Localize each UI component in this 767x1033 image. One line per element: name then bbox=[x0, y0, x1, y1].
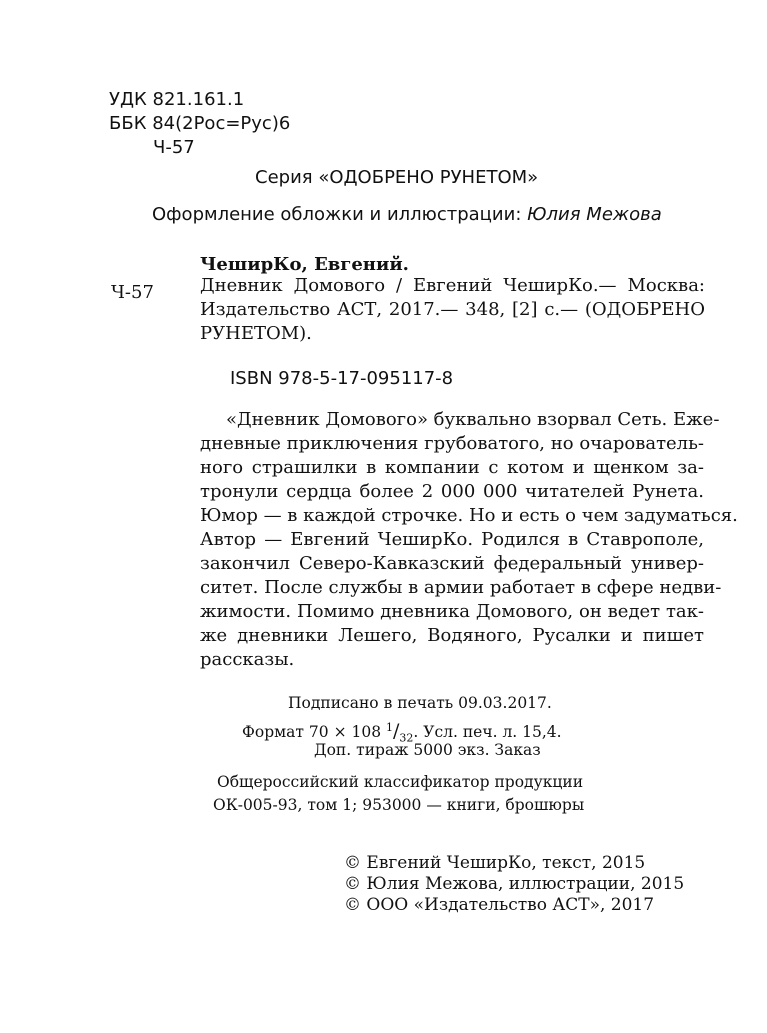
cover-designer-name: Юлия Межова bbox=[527, 204, 662, 225]
format-prefix: Формат 70 × 108 bbox=[242, 723, 386, 742]
annotation-line: жимости. Помимо дневника Домового, он ведет так- bbox=[200, 601, 704, 622]
annotation-line: ситет. После службы в армии работает в сфере недви- bbox=[200, 577, 722, 598]
isbn: ISBN 978-5-17-095117-8 bbox=[230, 368, 454, 389]
annotation-line: Автор — Евгений ЧеширКо. Родился в Ставрополе, bbox=[200, 529, 704, 550]
author-mark: Ч-57 bbox=[153, 137, 195, 158]
copyright-illustrations: © Юлия Межова, иллюстрации, 2015 bbox=[344, 874, 685, 894]
annotation-line: тронули сердца более 2 000 000 читателей Рунета. bbox=[200, 481, 704, 502]
series-title: Серия «ОДОБРЕНО РУНЕТОМ» bbox=[255, 167, 539, 188]
classifier-line-1: Общероссийский классификатор продукции bbox=[217, 773, 584, 791]
copyright-text: © Евгений ЧеширКо, текст, 2015 bbox=[344, 853, 646, 873]
biblio-line: Издательство АСТ, 2017.— 348, [2] с.— (ОДОБРЕНО bbox=[200, 299, 705, 320]
classifier-line-2: ОК-005-93, том 1; 953000 — книги, брошюры bbox=[213, 796, 585, 814]
annotation-line: «Дневник Домового» буквально взорвал Сеть. Еже- bbox=[226, 409, 720, 430]
book-author: ЧеширКо, Евгений. bbox=[200, 254, 409, 275]
copyright-publisher: © ООО «Издательство АСТ», 2017 bbox=[344, 895, 655, 915]
print-run: Доп. тираж 5000 экз. Заказ bbox=[314, 741, 541, 759]
signed-for-print: Подписано в печать 09.03.2017. bbox=[288, 694, 552, 712]
annotation-line: закончил Северо-Кавказский федеральный универ- bbox=[200, 553, 704, 574]
biblio-line: Дневник Домового / Евгений ЧеширКо.— Москва: bbox=[200, 275, 705, 296]
annotation-line: дневные приключения грубоватого, но очарователь- bbox=[200, 433, 704, 454]
format-slash: / bbox=[393, 720, 400, 743]
bbk-code: ББК 84(2Рос=Рус)6 bbox=[109, 113, 291, 134]
format-suffix: . Усл. печ. л. 15,4. bbox=[413, 723, 562, 742]
cover-design-credit bbox=[152, 204, 662, 225]
format-numerator: 1 bbox=[386, 721, 393, 734]
biblio-line: РУНЕТОМ). bbox=[200, 323, 312, 344]
annotation bbox=[200, 408, 738, 672]
annotation-line: же дневники Лешего, Водяного, Русалки и пишет bbox=[200, 625, 704, 646]
annotation-line: рассказы. bbox=[200, 649, 295, 670]
biblio-description bbox=[200, 274, 705, 346]
format-denominator: 32 bbox=[399, 731, 414, 745]
cover-design-label: Оформление обложки и иллюстрации: bbox=[152, 204, 528, 225]
biblio-mark: Ч-57 bbox=[111, 282, 154, 303]
udk-code: УДК 821.161.1 bbox=[109, 89, 245, 110]
annotation-line: ного страшилки в компании с котом и щенком за- bbox=[200, 457, 704, 478]
annotation-line: Юмор — в каждой строчке. Но и есть о чем задуматься. bbox=[200, 505, 738, 526]
